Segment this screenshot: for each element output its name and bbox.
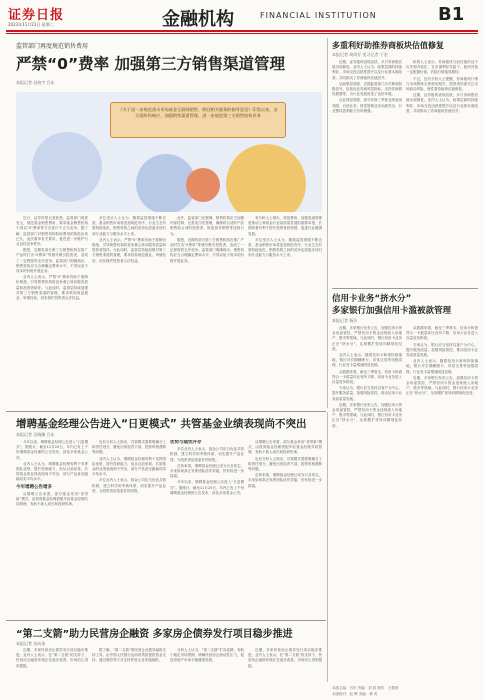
paragraph: 不过，也有分析人士提醒，券商板块行情与市场整体走势密切相关，投资者仍需关注市场波动风险，理性看待板块估值修复。 (406, 76, 478, 92)
story-separator (6, 620, 326, 621)
paragraph: 业内人士表示，随着信用卡新规持续落地，银行对长期睡眠卡、异常交易等加强清理，行业发卡量增速明显放缓。 (332, 353, 402, 368)
paragraph: 据悉，近期有部分第三方销售机构在推广产品时打出“0费率”等旗号吸引投资者，造成了一定程度的无序竞争。监管部门明确指出，销售机构应当合理确定费率水平，不得以低于成本的价格开展业务。 (170, 237, 244, 263)
paragraph: 也有分析人士指出，共管模式需要明确分工和责任划分，避免出现权责不清、投资风格漂移等问题。 (248, 456, 322, 472)
paragraph: 多位受访人士认为，随着监管措施不断完善，基金销售市场将更加规范有序，行业生态有望持续优化，销售机构之间的竞争也将逐步回归到专业能力与服务水平上来。 (92, 216, 166, 236)
page-number: B1 (438, 4, 465, 25)
paragraph: 分析人士认为，“第二支箭”扩容延期，有助于稳定市场预期，缓解民营房企流动性压力，促进房地产市场平稳健康发展。 (170, 648, 244, 663)
story3-column-1 (332, 326, 402, 682)
issue-date: 2023年11月21日 星期二 (8, 22, 54, 27)
paragraph: 业内人士表示，严禁“0”费率有助于遏制价格战，引导销售机构将竞争重心转向服务质量和投资者陪伴。与此同时，监管层持续加强对第三方销售渠道的管理，要求机构规范展业、审慎经营，切实保护投资者合法权益。 (16, 275, 88, 301)
story4-byline: 本报记者 吴晓璐 吕东 (16, 432, 55, 437)
paragraph: 近期，多家银行发布公告，加强信用卡资金用途管控，严禁信用卡资金违规流入房地产、股市等领域。与此同时，银行信用卡业务正在“挤水分”，从规模扩张转向精细化经营。 (406, 375, 478, 396)
illus-banner (110, 102, 286, 138)
paragraph: 近期，多家银行发布公告，加强信用卡资金用途管控，严禁信用卡资金违规流入房地产、股市等领域。与此同时，银行信用卡业务正在“挤水分”，从规模扩张转向精细化经营。 (332, 402, 402, 428)
story5-column-4 (248, 648, 322, 690)
paragraph: 据了解，“第二支箭”即民营企业债券融资支持工具，由中国人民银行运用再贷款提供资金支持，通过增信等方式支持民营企业发债融资。 (92, 648, 166, 663)
paragraph: 近期，证券板块表现活跃，多只券商股估值出现修复。业内人士认为，政策层面的持续利好、市场交投活跃度提升以及行业基本面改善，共同推动了券商板块估值回升。 (406, 93, 478, 113)
paragraph: 多位业内人士表示，基金公司应当优化共管机制，建立科学的考核体系，切实提升产品业绩，为投资者创造更好的回报。 (170, 447, 244, 462)
story5-column-2 (92, 648, 166, 690)
story-separator (332, 288, 478, 289)
illus-shape-blue (32, 132, 102, 202)
paragraph: 近期，多家民营房企债券发行项目稳步推进。业内人士表示，在“第二支箭”的支持下，民营房企融资环境正在逐步改善，市场信心得到提振。 (16, 648, 88, 668)
newspaper-logo: 证券日报 (8, 8, 65, 23)
paragraph: 专家认为，银行应当坚持以客户为中心，提升服务质量，加强风险管控，推动信用卡业务高质量发展。 (406, 342, 478, 358)
paragraph: 从数据来看，截至三季度末，信用卡和借贷合一卡数量环比有所下降，信用卡业务进入存量竞争阶段。 (406, 326, 478, 341)
paragraph: 据悉，近期有部分第三方销售机构在推广产品时打出“0费率”等旗号吸引投资者，造成了一定程度的无序竞争。监管部门明确指出，销售机构应当合理确定费率水平，不得以低于成本的价格开展业务。 (16, 248, 88, 274)
paragraph: 总体来看，增聘基金经理已成为行业常态，未来如何真正发挥团队协作效能，仍有待进一步探索。 (248, 473, 322, 488)
paragraph: 也有分析人士指出，共管模式需要明确分工和责任划分，避免出现权责不清、投资风格漂移等问题。 (92, 440, 166, 455)
story5-headline: “第二支箭”助力民营房企融资 多家房企债券发行项目稳步推进 (16, 629, 293, 640)
story5-column-1 (16, 648, 88, 690)
paragraph: 总体来看，增聘基金经理已成为行业常态，未来如何真正发挥团队协作效能，仍有待进一步探索。 (170, 463, 244, 479)
column-divider (327, 38, 328, 408)
paragraph: 从增聘公告来看，部分基金采用“老带新”模式，由资深基金经理搭配年轻基金经理共同管理，有助于新人成长和投研传承。 (16, 491, 88, 507)
story4-subhead: 今年增聘公告增多 (16, 484, 52, 490)
paragraph: 今年以来，增聘基金经理公告进入“日更模式”。据统计，截至11月20日，年内已有上千份增聘基金经理的公告发布，涉及多家基金公司。 (170, 480, 244, 495)
story1-byline: 本报记者 昌校宇 吕东 (16, 80, 55, 85)
story1-kicker: 监管部门再度规范销售费用 (16, 43, 89, 50)
paragraph: 业内人士认为，增聘基金经理有利于发挥团队优势，提升投研能力，但从目前来看，共管基金的业绩表现尚不突出，部分产品甚至跑输同类平均水平。 (92, 456, 166, 477)
paragraph: 从业绩层面看，部分券商三季度业绩表现亮眼，自营业务、财富管理业务贡献突出，行业整体盈利能力有所增强。 (332, 98, 402, 113)
story4-column-2 (92, 440, 166, 616)
column-divider (327, 412, 328, 682)
story1-headline: 严禁“0”费率 加强第三方销售渠道管理 (16, 55, 286, 73)
story2-byline: 本报记者 周尚仔 见习记者 于宏 (332, 52, 388, 57)
story5-column-3 (170, 648, 244, 690)
story5-byline: 本报记者 苏向杲 (16, 641, 46, 646)
header-rule (6, 30, 478, 32)
paragraph: 近期，多家民营房企债券发行项目稳步推进。业内人士表示，在“第二支箭”的支持下，民营房企融资环境正在逐步改善，市场信心得到提振。 (248, 648, 322, 668)
paragraph: 业内人士表示，随着信用卡新规持续落地，银行对长期睡眠卡、异常交易等加强清理，行业发卡量增速明显放缓。 (406, 359, 478, 374)
story1-illustration (16, 92, 322, 212)
paragraph: 从增聘公告来看，部分基金采用“老带新”模式，由资深基金经理搭配年轻基金经理共同管理，有助于新人成长和投研传承。 (248, 440, 322, 455)
illus-shape-coin (186, 168, 220, 202)
story1-column-4 (248, 216, 322, 406)
footer-credits: 本版主编：吕东 责编：刘 钊 制作：王敬涛 (332, 686, 399, 690)
story4-column-4 (248, 440, 322, 616)
paragraph: 今年以来，增聘基金经理公告进入“日更模式”。据统计，截至11月20日，年内已有上千份增聘基金经理的公告发布，涉及多家基金公司。 (16, 440, 88, 460)
footer-credits-2: 本版校对：赵 辉 美编：林 英 (332, 692, 378, 696)
paragraph: 多位受访人士认为，随着监管措施不断完善，基金销售市场将更加规范有序，行业生态有望持续优化，销售机构之间的竞争也将逐步回归到专业能力与服务水平上来。 (248, 237, 322, 258)
story2-column-1 (332, 60, 402, 282)
story3-headline-line1: 信用卡业务“挤水分” (332, 294, 412, 304)
paragraph: 近期，多家银行发布公告，加强信用卡资金用途管控，严禁信用卡资金违规流入房地产、股市等领域。与此同时，银行信用卡业务正在“挤水分”，从规模扩张转向精细化经营。 (332, 326, 402, 351)
paragraph: 近日，证券时报记者获悉，监管部门再度发文，规范基金销售费用，要求基金销售机构不得以“0”费率等方式进行不正当竞争。据了解，监管部门对销售机构收取费用的规范由来已久，此次重申有关要求，意在进一步维护行业良性竞争秩序。 (16, 216, 88, 247)
story3-byline: 本报记者 杨洁 (332, 318, 358, 323)
story3-headline-line2: 多家银行加强信用卡滥被款管理 (332, 306, 452, 316)
paragraph: 业内人士认为，增聘基金经理有利于发挥团队优势，提升投研能力，但从目前来看，共管基金的业绩表现尚不突出，部分产品甚至跑输同类平均水平。 (16, 461, 88, 482)
story2-headline: 多重利好助推券商板块估值修复 (332, 41, 444, 50)
paragraph: 机构人士表示，券商板块当前估值仍处于历史相对低位，在多重利好共振下，板块具备一定配置价值，后续行情值得期待。 (406, 60, 478, 75)
paragraph: 专家认为，银行应当坚持以客户为中心，提升服务质量，加强风险管控，推动信用卡业务高质量发展。 (332, 386, 402, 401)
story4-subhead: 优势与隐忧并存 (170, 440, 202, 445)
paragraph: 多位业内人士表示，基金公司应当优化共管机制，建立科学的考核体系，切实提升产品业绩，为投资者创造更好的回报。 (92, 478, 166, 493)
section-title-en: FINANCIAL INSTITUTION (260, 11, 377, 20)
section-title: 金融机构 (162, 9, 234, 30)
paragraph: 业内人士表示，严禁“0”费率有助于遏制价格战，引导销售机构将竞争重心转向服务质量和投资者陪伴。与此同时，监管层持续加强对第三方销售渠道的管理，要求机构规范展业、审慎经营，切实保护投资者合法权益。 (92, 237, 166, 263)
story4-column-1 (16, 440, 88, 616)
story1-column-2 (92, 216, 166, 406)
paragraph: 从政策层面看，近期监管部门多次释放积极信号，包括优化券商风控指标、支持券商做优做强等，为行业发展营造了良好环境。 (332, 81, 402, 97)
paragraph: 此外，监管部门还强调，销售机构应当加强内部控制，完善适当性管理，确保将合适的产品销售给合适的投资者，防范误导销售等违规行为。 (170, 216, 244, 236)
illus-banner-text: 《关于进一步规范货币市场基金互联网销售、赎回相关服务的指导意见》印发以来，各方面纷纷响应，加强销售渠道管理，进一步规范第三方销售机构业务 (118, 107, 278, 118)
story1-column-1 (16, 216, 88, 406)
story3-column-2 (406, 326, 478, 682)
story4-column-3 (170, 440, 244, 616)
paragraph: 近期，证券板块表现活跃，多只券商股估值出现修复。业内人士认为，政策层面的持续利好、市场交投活跃度提升以及行业基本面改善，共同推动了券商板块估值回升。 (332, 60, 402, 80)
illus-shape-gold (226, 144, 306, 212)
header-rule-thin (6, 33, 478, 34)
story2-column-2 (406, 60, 478, 282)
paragraph: 有分析人士指出，规范费用、加强渠道管理是推动公募基金行业高质量发展的重要举措，长期来看有利于提升投资者获得感，促进行业健康发展。 (248, 216, 322, 236)
story-separator (6, 411, 326, 412)
story1-column-3 (170, 216, 244, 406)
paragraph: 从数据来看，截至三季度末，信用卡和借贷合一卡数量环比有所下降，信用卡业务进入存量竞争阶段。 (332, 369, 402, 385)
story4-headline: 增聘基金经理公告进入“日更模式” 共管基金业绩表现尚不突出 (16, 418, 307, 430)
